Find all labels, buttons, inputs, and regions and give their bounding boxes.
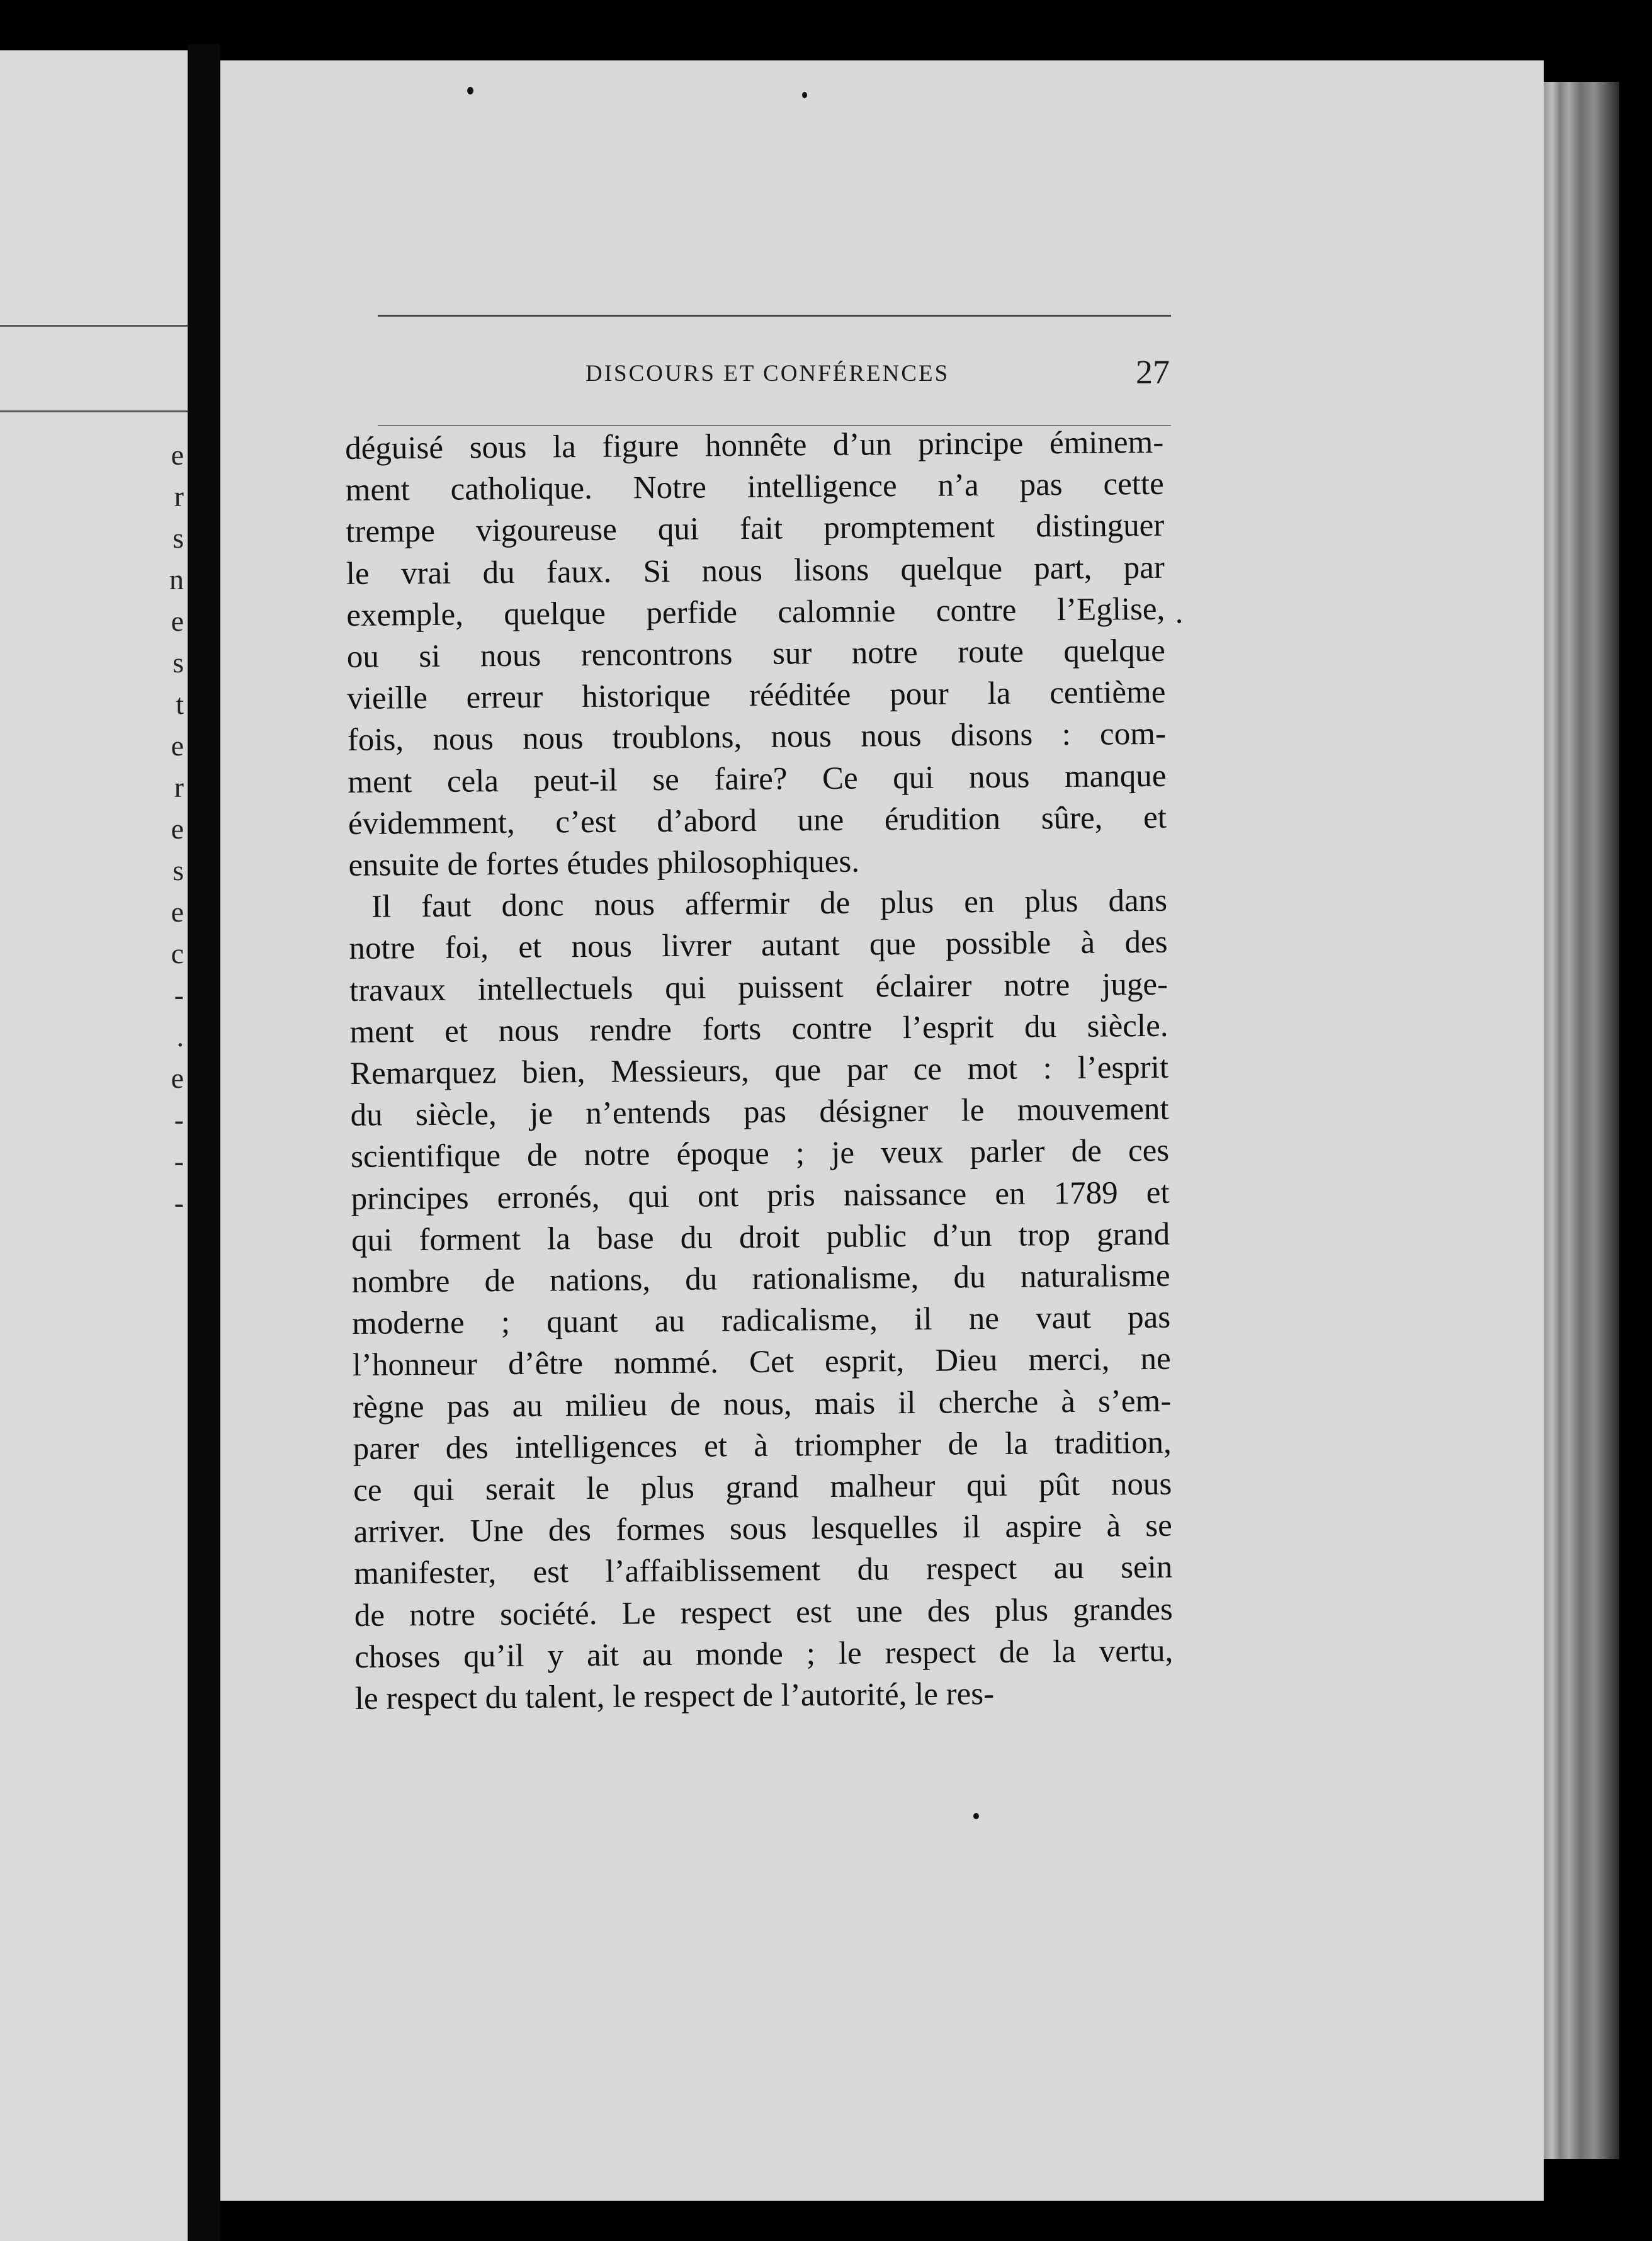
left-page-edge-letter: e [171, 605, 184, 637]
text-line: évidemment, c’est d’abord une érudition sûre, et [348, 799, 1167, 842]
text-line: fois, nous nous troublons, nous nous disons : com- [347, 716, 1167, 759]
left-page-edge-letter: t [176, 688, 184, 720]
left-page-edge-letter: n [169, 563, 184, 596]
text-line: arriver. Une des formes sous lesquelles il aspire à se [353, 1508, 1172, 1550]
ink-speck [802, 92, 807, 98]
text-line: de notre société. Le respect est une des plus grandes [354, 1591, 1173, 1634]
text-line: trempe vigoureuse qui fait promptement distinguer [346, 508, 1165, 550]
left-page-rule [0, 325, 188, 327]
left-page-edge-letter: s [173, 646, 184, 679]
text-line: déguisé sous la figure honnête d’un principe éminem- [345, 424, 1164, 466]
header-rule-top [378, 315, 1171, 317]
left-page-edge-letter: - [174, 1104, 184, 1136]
left-page-edge-letter: e [171, 439, 184, 471]
left-page-edge-letter: e [171, 1062, 184, 1094]
left-page-edge-letter: e [171, 813, 184, 845]
left-page-edge-letter: r [174, 771, 184, 803]
text-line: Il faut donc nous affermir de plus en plus dans [371, 883, 1168, 925]
left-page-edge-letter: s [173, 522, 184, 554]
left-page-edge-letter: - [174, 1145, 184, 1177]
paragraph-1 [345, 422, 1167, 886]
text-line: ment et nous rendre forts contre l’esprit du siècle. [349, 1008, 1168, 1050]
text-line: ce qui serait le plus grand malheur qui pût nous [353, 1466, 1172, 1509]
text-line: manifester, est l’affaiblissement du respect au sein [354, 1550, 1173, 1592]
left-page-edge-letter: - [174, 1187, 184, 1219]
text-line: règne pas au milieu de nous, mais il cherche à s’em- [352, 1383, 1172, 1425]
left-facing-page [0, 50, 188, 2241]
text-line: ment cela peut-il se faire? Ce qui nous manque [348, 758, 1167, 800]
ink-speck [973, 1813, 979, 1819]
book-gutter [188, 44, 220, 2241]
text-line: parer des intelligences et à triompher de la tradition, [353, 1425, 1172, 1467]
left-page-edge-letter: c [171, 937, 184, 969]
text-line: du siècle, je n’entends pas désigner le mouvement [350, 1092, 1169, 1134]
text-line: scientifique de notre époque ; je veux parler de ces [350, 1133, 1170, 1175]
left-page-edge-letter: r [174, 480, 184, 512]
text-line: travaux intellectuels qui puissent éclairer notre juge- [349, 966, 1168, 1008]
paragraph-2 [326, 880, 1174, 1720]
text-line: exemple, quelque perfide calomnie contre l’Eglise, [346, 591, 1165, 633]
left-page-edge-letter: e [171, 730, 184, 762]
text-line: le vrai du faux. Si nous lisons quelque part, par [346, 550, 1165, 592]
text-line: principes erronés, qui ont pris naissance en 1789 et [351, 1175, 1170, 1217]
left-page-edge-letter: . [176, 1020, 184, 1053]
page-edges [1544, 82, 1619, 2159]
ink-speck [467, 87, 473, 94]
text-line: ment catholique. Notre intelligence n’a pas cette [345, 466, 1164, 509]
text-line: ensuite de fortes études philosophiques. [348, 844, 860, 884]
text-line: vieille erreur historique rééditée pour la centième [347, 674, 1166, 717]
left-page-rule [0, 410, 188, 412]
left-page-edge-letter: s [173, 854, 184, 886]
text-line: ou si nous rencontrons sur notre route quelque [346, 633, 1166, 675]
body-text [345, 422, 1174, 1720]
text-line: choses qu’il y ait au monde ; le respect de la vertu, [354, 1633, 1174, 1675]
text-line: notre foi, et nous livrer autant que possible à des [349, 925, 1168, 967]
text-line: nombre de nations, du rationalisme, du naturalisme [351, 1258, 1170, 1301]
left-page-edge-letter: e [171, 896, 184, 928]
text-line: moderne ; quant au radicalisme, il ne vaut pas [351, 1300, 1171, 1342]
text-line: Remarquez bien, Messieurs, que par ce mot : l’esprit [349, 1049, 1169, 1092]
running-head: DISCOURS ET CONFÉRENCES [586, 361, 950, 387]
text-line: qui forment la base du droit public d’un trop grand [351, 1216, 1170, 1258]
left-page-edge-letter: - [174, 979, 184, 1011]
ink-speck [1177, 619, 1181, 623]
text-line: le respect du talent, le respect de l’autorité, le res- [354, 1676, 995, 1717]
text-line: l’honneur d’être nommé. Cet esprit, Dieu merci, ne [352, 1341, 1171, 1384]
page-number: 27 [1136, 353, 1170, 391]
